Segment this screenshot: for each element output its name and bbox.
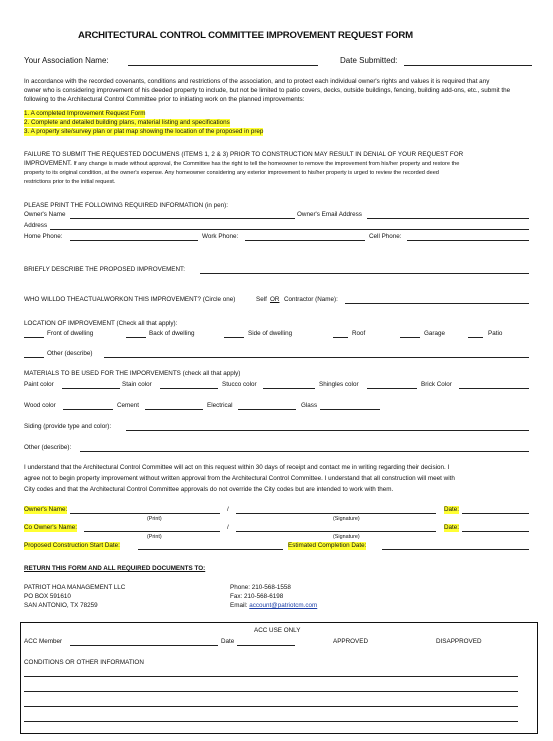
email-link[interactable]: account@patriotcm.com: [249, 602, 318, 609]
start-date-label: Proposed Construction Start Date:: [24, 542, 120, 549]
requirement-2: 2. Complete and detailed building plans, material listing and specifications: [24, 119, 230, 126]
form-title: ARCHITECTURAL CONTROL COMMITTEE IMPROVEMENT REQUEST FORM: [78, 30, 413, 41]
failure-line-4: restrictions prior to the initial request.: [24, 179, 116, 185]
location-garage: Garage: [424, 330, 446, 337]
other-materials-label: Other (describe):: [24, 444, 72, 451]
failure-line-2-text: If any change is made without approval, the Committee has the right to tell the homeowner to remove the improvement from his/her property and restore the: [71, 161, 460, 167]
cement-label: Cement: [117, 402, 140, 409]
describe-field[interactable]: [200, 273, 529, 274]
owner-date-label: Date:: [444, 506, 460, 513]
roof-checkbox[interactable]: [333, 337, 348, 338]
acc-date-field[interactable]: [237, 645, 295, 646]
acc-conditions-label: CONDITIONS OR OTHER INFORMATION: [24, 659, 144, 666]
brick-color-label: Brick Color: [421, 381, 452, 388]
stucco-color-field[interactable]: [263, 388, 315, 389]
front-checkbox[interactable]: [24, 337, 44, 338]
owner-signature-caption: (Signature): [333, 516, 360, 522]
home-phone-label: Home Phone:: [24, 233, 63, 240]
intro-line-2: owner who is considering improvement of his deeded property to include, but not be limited to patio covers, decks, outside buildings, fencing, building add-ons, etc., submit the: [24, 87, 511, 94]
shingles-color-label: Shingles color: [319, 381, 359, 388]
work-phone-label: Work Phone:: [202, 233, 239, 240]
address-field[interactable]: [50, 229, 529, 230]
contractor-option[interactable]: Contractor (Name):: [284, 296, 338, 303]
city-state-zip: SAN ANTONIO, TX 78259: [24, 602, 98, 609]
location-front: Front of dwelling: [47, 330, 94, 337]
owner-signature-field[interactable]: [236, 513, 436, 514]
intro-line-1: In accordance with the recorded covenants, conditions and restrictions of the association, and to protect each individual owner's rights and values it is required that any: [24, 78, 490, 85]
owner-info-heading: PLEASE PRINT THE FOLLOWING REQUIRED INFORMATION (in pen):: [24, 202, 228, 209]
agreement-line-1: I understand that the Architectural Control Committee will act on this request within 30 days of receipt and contact me in writing regarding their decision. I: [24, 464, 450, 471]
requirement-3: 3. A property site/survey plan or plat map showing the location of the proposed in prep: [24, 128, 264, 135]
side-checkbox[interactable]: [224, 337, 244, 338]
email-label: Email:: [230, 602, 248, 609]
acc-conditions-line-1[interactable]: [24, 676, 518, 677]
owners-email-label: Owner's Email Address: [297, 211, 362, 218]
other-location-checkbox[interactable]: [24, 357, 44, 358]
location-back: Back of dwelling: [149, 330, 195, 337]
owners-name-field[interactable]: [70, 218, 295, 219]
wood-color-label: Wood color: [24, 402, 56, 409]
failure-line-1: FAILURE TO SUBMIT THE REQUESTED DOCUMENS (ITEMS 1, 2 & 3) PRIOR TO CONSTRUCTION MAY RESULT IN DENIAL OF YOUR REQUEST FOR: [24, 151, 464, 158]
owners-email-field[interactable]: [367, 218, 529, 219]
owner-print-field[interactable]: [70, 513, 220, 514]
back-checkbox[interactable]: [126, 337, 146, 338]
co-owner-date-label: Date:: [444, 524, 460, 531]
co-owners-name-label: Co Owner's Name:: [24, 524, 77, 531]
electrical-field[interactable]: [238, 409, 296, 410]
glass-label: Glass: [301, 402, 318, 409]
cement-field[interactable]: [145, 409, 203, 410]
co-owner-date-field[interactable]: [462, 531, 529, 532]
failure-line-2: [24, 160, 459, 168]
shingles-color-field[interactable]: [367, 388, 417, 389]
email-row: [230, 602, 317, 610]
location-heading: LOCATION OF IMPROVEMENT (Check all that apply):: [24, 320, 178, 327]
agreement-line-2: agree not to begin property improvement without written approval from the Architectural Control Committee. I understand that all construction will meet with: [24, 475, 455, 482]
brick-color-field[interactable]: [459, 388, 529, 389]
association-name-field[interactable]: [128, 65, 318, 66]
describe-label: BRIEFLY DESCRIBE THE PROPOSED IMPROVEMENT:: [24, 266, 185, 273]
owners-name-label: Owner's Name: [24, 211, 66, 218]
address-label: Address: [24, 222, 48, 229]
garage-checkbox[interactable]: [400, 337, 420, 338]
acc-conditions-line-2[interactable]: [24, 691, 518, 692]
co-owner-signature-caption: (Signature): [333, 534, 360, 540]
other-materials-field[interactable]: [80, 451, 529, 452]
location-side: Side of dwelling: [248, 330, 293, 337]
agreement-line-3: City codes and that the Architectural Control Committee approvals do not override the City codes but are intended to work with them.: [24, 486, 394, 493]
cell-phone-label: Cell Phone:: [369, 233, 402, 240]
co-owner-print-field[interactable]: [84, 531, 220, 532]
owner-date-field[interactable]: [462, 513, 529, 514]
date-submitted-field[interactable]: [404, 65, 532, 66]
acc-heading: ACC USE ONLY: [254, 627, 301, 634]
co-owner-signature-field[interactable]: [236, 531, 436, 532]
cell-phone-field[interactable]: [407, 240, 529, 241]
acc-conditions-line-4[interactable]: [24, 721, 518, 722]
owner-print-caption: (Print): [147, 516, 162, 522]
failure-improvement-label: IMPROVEMENT.: [24, 160, 72, 167]
association-name-label: Your Association Name:: [24, 56, 109, 65]
glass-field[interactable]: [320, 409, 380, 410]
date-submitted-label: Date Submitted:: [340, 56, 398, 65]
contractor-name-field[interactable]: [345, 303, 529, 304]
patio-checkbox[interactable]: [468, 337, 483, 338]
company-name: PATRIOT HOA MANAGEMENT LLC: [24, 584, 126, 591]
acc-conditions-line-3[interactable]: [24, 706, 518, 707]
owners-name-sig-label: Owner's Name:: [24, 506, 68, 513]
siding-label: Siding (provide type and color):: [24, 423, 112, 430]
return-heading: RETURN THIS FORM AND ALL REQUIRED DOCUMENTS TO:: [24, 565, 206, 572]
acc-member-field[interactable]: [70, 645, 218, 646]
home-phone-field[interactable]: [70, 240, 198, 241]
siding-field[interactable]: [126, 430, 529, 431]
electrical-label: Electrical: [207, 402, 233, 409]
paint-color-field[interactable]: [62, 388, 120, 389]
co-owner-slash: /: [227, 524, 229, 531]
owner-slash: /: [227, 506, 229, 513]
stain-color-field[interactable]: [160, 388, 218, 389]
acc-approved-label: APPROVED: [333, 638, 368, 645]
intro-line-3: following to the Architectural Control Committee prior to initiating work on the planned improvements:: [24, 96, 305, 103]
location-patio: Patio: [488, 330, 503, 337]
completion-date-label: Estimated Completion Date:: [288, 542, 367, 549]
acc-member-label: ACC Member: [24, 638, 63, 645]
self-option[interactable]: Self: [256, 296, 267, 303]
phone-number: Phone: 210-568-1558: [230, 584, 291, 591]
stucco-color-label: Stucco color: [222, 381, 257, 388]
paint-color-label: Paint color: [24, 381, 54, 388]
po-box: PO BOX 591610: [24, 593, 71, 600]
failure-line-3: property to its original condition, at the owner's expense. Any homeowner considering any exterior improvement to his/her property is urged to review the recorded deed: [24, 170, 439, 176]
or-text: OR: [270, 296, 280, 303]
location-roof: Roof: [352, 330, 366, 337]
location-other: Other (describe): [47, 350, 93, 357]
wood-color-field[interactable]: [63, 409, 113, 410]
requirement-1: 1. A completed Improvement Request Form: [24, 110, 146, 117]
who-will-do-label: WHO WILLDO THEACTUALWORKON THIS IMPROVEMENT? (Circle one): [24, 296, 236, 303]
acc-date-label: Date: [221, 638, 235, 645]
stain-color-label: Stain color: [122, 381, 152, 388]
work-phone-field[interactable]: [245, 240, 365, 241]
co-owner-print-caption: (Print): [147, 534, 162, 540]
start-date-field[interactable]: [138, 549, 283, 550]
acc-disapproved-label: DISAPPROVED: [436, 638, 482, 645]
completion-date-field[interactable]: [382, 549, 529, 550]
other-location-field[interactable]: [104, 357, 529, 358]
materials-heading: MATERIALS TO BE USED FOR THE IMPORVEMENTS (check all that apply): [24, 370, 241, 377]
fax-number: Fax: 210-568-6198: [230, 593, 284, 600]
